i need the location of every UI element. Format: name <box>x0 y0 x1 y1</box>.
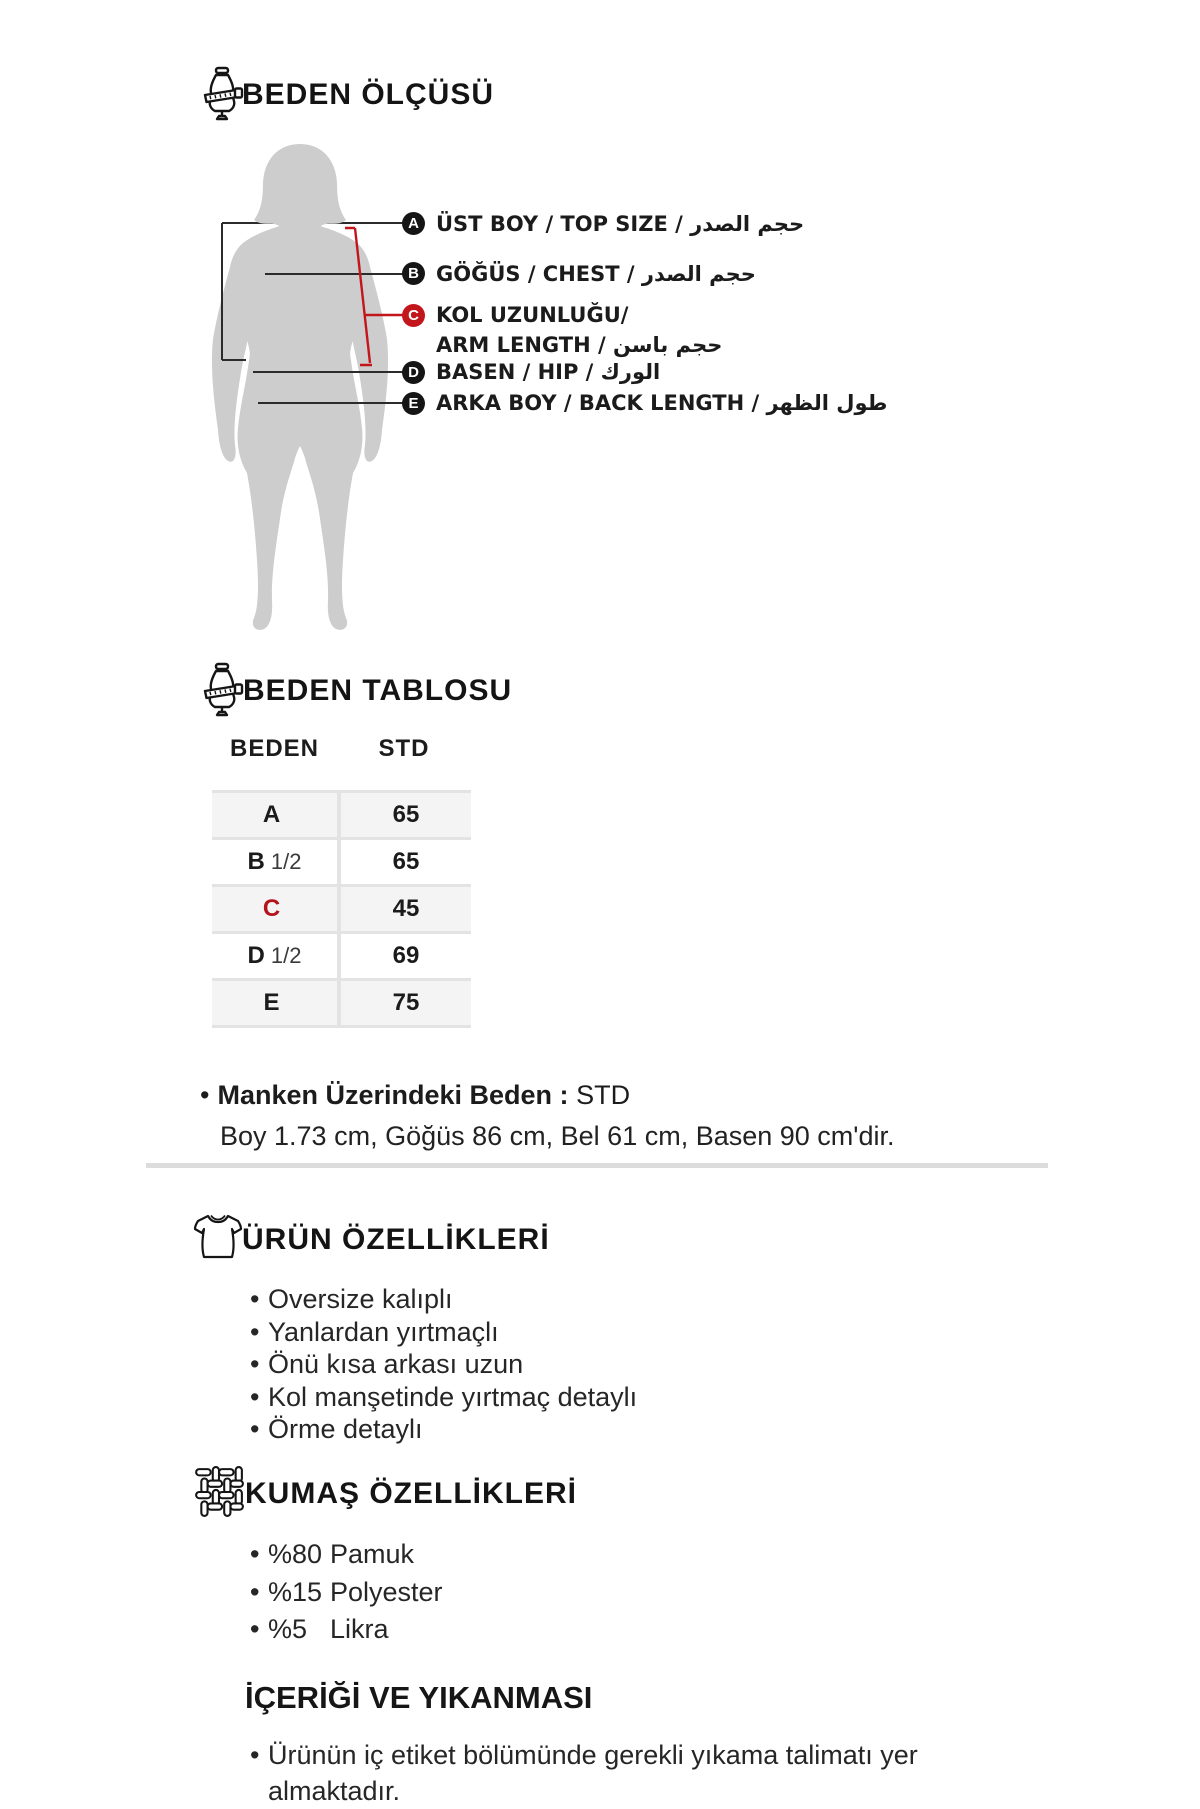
row-value: 65 <box>392 801 420 828</box>
label-chest: GÖĞÜS / CHEST / حجم الصدر <box>436 262 756 286</box>
list-item: • Kol manşetinde yırtmaç detaylı <box>250 1381 637 1414</box>
row-suffix: 1/2 <box>270 849 302 874</box>
label-arm-length <box>436 300 722 360</box>
row-letter: B <box>247 848 265 875</box>
row-value: 65 <box>392 848 420 875</box>
fabric-composition-list <box>250 1536 443 1649</box>
dress-form-icon <box>200 662 244 718</box>
marker-a <box>402 212 425 235</box>
marker-a-letter: A <box>408 215 419 232</box>
row-value: 45 <box>392 895 420 922</box>
fabric-pct: %15 <box>268 1576 323 1607</box>
label-back-length: ARKA BOY / BACK LENGTH / طول الظهر <box>436 391 888 415</box>
size-table-col-std: STD <box>378 735 430 762</box>
care-title: İÇERİĞİ VE YIKANMASI <box>245 1680 593 1715</box>
size-table <box>212 790 471 1028</box>
fabric-name: Polyester <box>330 1576 443 1607</box>
table-row <box>212 931 471 978</box>
bullet-icon: • • <box>250 1614 260 1644</box>
fabric-name: Likra <box>330 1614 389 1644</box>
list-item: • Oversize kalıplı <box>250 1283 637 1316</box>
fabric-name: Pamuk <box>330 1539 415 1569</box>
model-size-label: Manken Üzerindeki Beden : <box>217 1080 569 1110</box>
row-value: 69 <box>392 942 420 969</box>
bullet-icon: • <box>200 1080 210 1110</box>
list-item <box>250 1536 443 1574</box>
marker-c <box>402 304 425 327</box>
marker-e <box>402 392 425 415</box>
model-size-value: STD <box>576 1080 631 1110</box>
marker-d-letter: D <box>408 364 419 381</box>
model-size-note <box>200 1080 630 1110</box>
care-instructions-list <box>250 1737 990 1809</box>
label-arm-length-line1: KOL UZUNLUĞU/ <box>436 303 629 327</box>
table-row <box>212 837 471 884</box>
fabric-weave-icon <box>194 1466 244 1518</box>
size-table-col-beden: BEDEN <box>229 735 319 762</box>
list-item <box>250 1611 443 1649</box>
marker-b <box>402 262 425 285</box>
tshirt-icon <box>192 1212 244 1262</box>
table-row <box>212 978 471 1025</box>
fabric-features-title: KUMAŞ ÖZELLİKLERİ <box>245 1477 577 1510</box>
body-silhouette-and-lines <box>140 130 1080 640</box>
marker-e-letter: E <box>408 395 419 412</box>
row-letter: A <box>262 801 281 828</box>
row-suffix: 1/2 <box>270 943 302 968</box>
label-arm-length-line2: ARM LENGTH / حجم باسن <box>436 333 723 357</box>
size-table-header <box>212 735 471 763</box>
list-item: • Ürünün iç etiket bölümünde gerekli yıkama talimatı yer almaktadır. <box>250 1737 990 1809</box>
product-features-list <box>250 1283 637 1446</box>
list-item: • Yanlardan yırtmaçlı <box>250 1316 637 1349</box>
row-letter: E <box>263 989 280 1016</box>
section-divider <box>146 1163 1048 1168</box>
row-letter: C <box>262 895 281 922</box>
label-hip: BASEN / HIP / الورك <box>436 360 661 384</box>
list-item: • Önü kısa arkası uzun <box>250 1348 637 1381</box>
row-letter: D <box>247 942 265 969</box>
bullet-icon: • • <box>250 1576 260 1607</box>
size-table-title: BEDEN TABLOSU <box>243 674 513 707</box>
product-features-title: ÜRÜN ÖZELLİKLERİ <box>242 1223 550 1256</box>
size-measure-diagram <box>140 130 1080 640</box>
list-item <box>250 1574 443 1612</box>
table-row <box>212 884 471 931</box>
marker-d <box>402 361 425 384</box>
model-measurements: Boy 1.73 cm, Göğüs 86 cm, Bel 61 cm, Basen 90 cm'dir. <box>220 1121 895 1151</box>
fabric-pct: %5 <box>268 1614 308 1644</box>
marker-b-letter: B <box>408 265 419 282</box>
row-value: 75 <box>392 989 420 1016</box>
dress-form-icon <box>200 66 244 122</box>
fabric-pct: %80 <box>268 1539 323 1569</box>
table-row <box>212 790 471 837</box>
label-top-size: ÜST BOY / TOP SIZE / حجم الصدر <box>436 212 805 236</box>
marker-c-letter: C <box>408 307 419 324</box>
size-guide-title: BEDEN ÖLÇÜSÜ <box>242 78 495 111</box>
bullet-icon: • • <box>250 1539 260 1569</box>
list-item: • Örme detaylı <box>250 1413 637 1446</box>
